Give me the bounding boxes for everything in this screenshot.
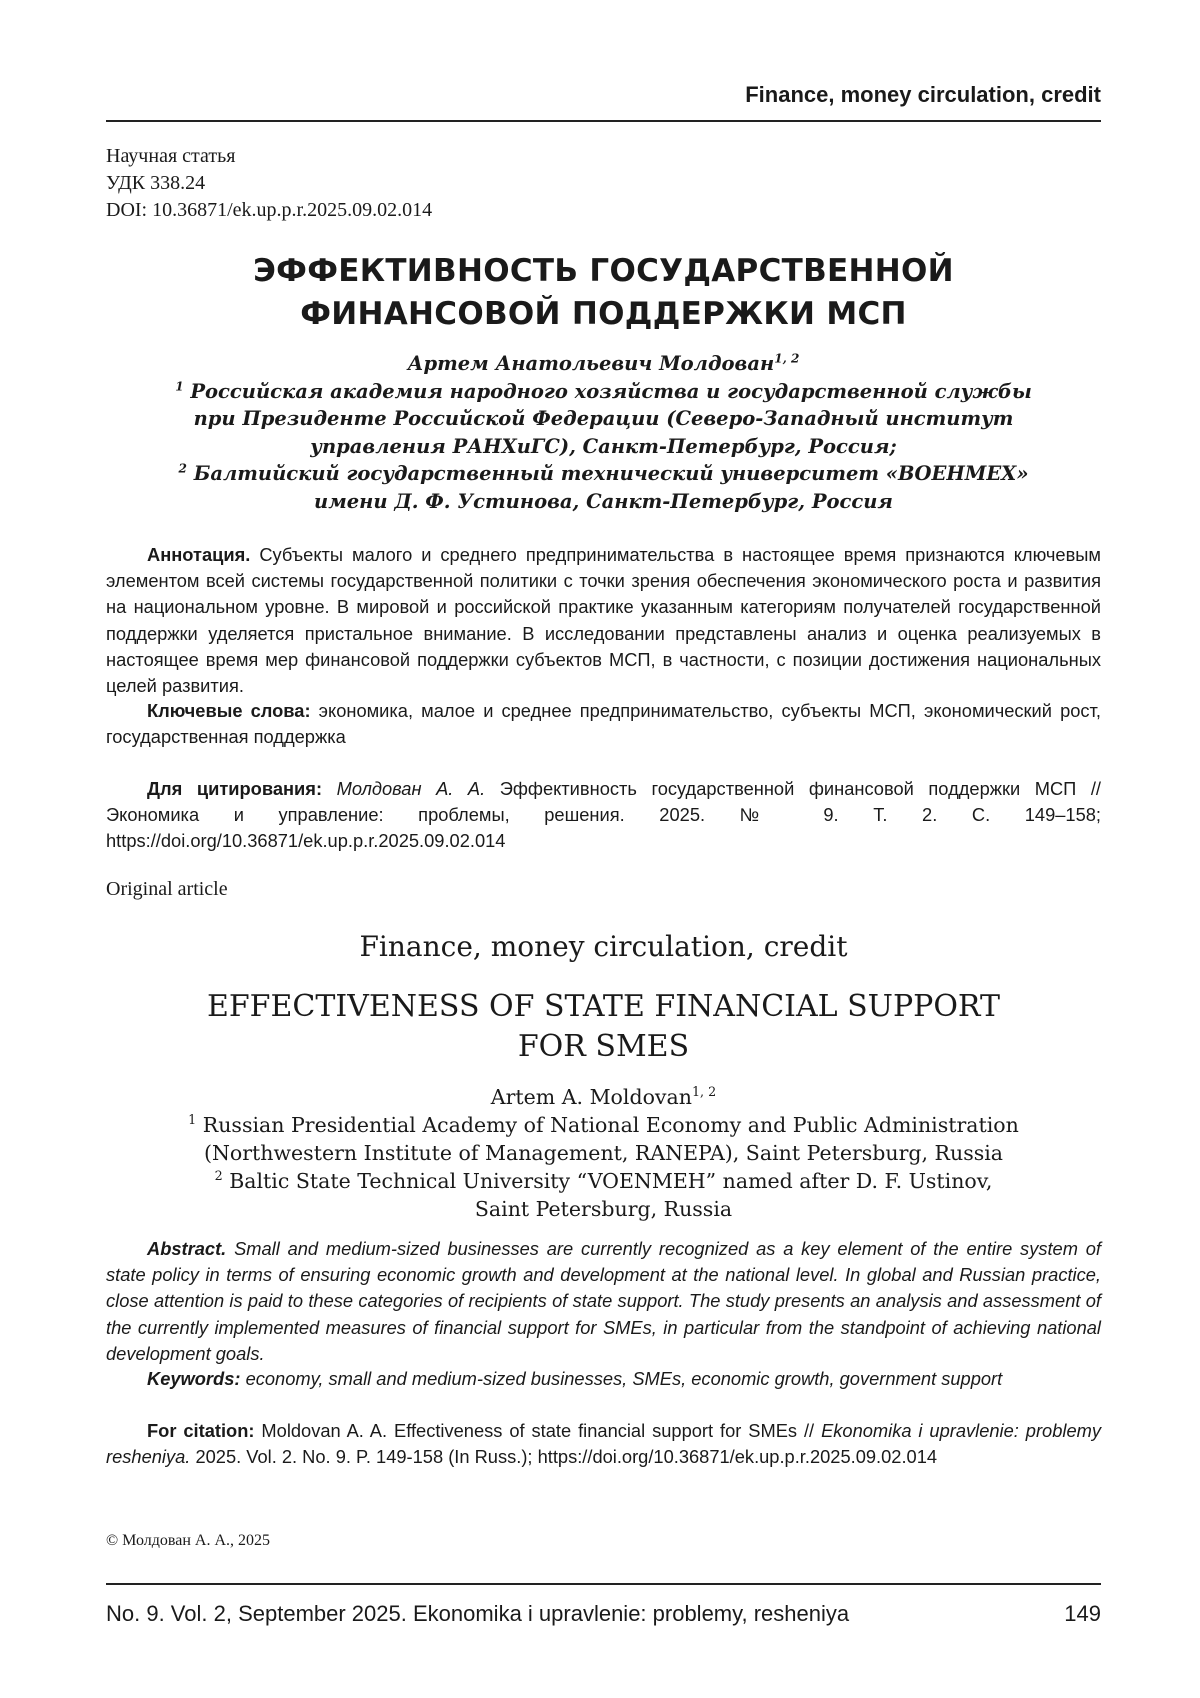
en-abstract xyxy=(106,1236,1101,1367)
ru-abstract-label: Аннотация. xyxy=(147,544,251,565)
en-keywords-label: Keywords: xyxy=(147,1368,241,1389)
running-head: Finance, money circulation, credit xyxy=(745,82,1101,107)
en-citation-text-2: 2025. Vol. 2. No. 9. P. 149-158 (In Russ.); https://doi.org/10.36871/ek.up.p.r.2025.09.02.014 xyxy=(195,1446,938,1468)
en-affiliation-line: (Northwestern Institute of Management, RANEPA), Saint Petersburg, Russia xyxy=(203,1141,1004,1165)
en-keywords xyxy=(106,1366,1101,1392)
article-meta xyxy=(106,143,432,224)
article-page xyxy=(106,0,1101,1698)
en-article-type: Original article xyxy=(106,878,228,900)
en-keywords-text: economy, small and medium-sized businesses, SMEs, economic growth, government support xyxy=(245,1368,1003,1389)
en-affil-1-sup: 1 xyxy=(188,1112,197,1128)
udc-code: УДК 338.24 xyxy=(106,172,206,194)
ru-keywords-text: экономика, малое и среднее предпринимательство, субъекты МСП, экономический рост, государственная поддержка xyxy=(106,700,1101,748)
en-author-sup: 1, 2 xyxy=(691,1084,717,1100)
en-title-line: EFFECTIVENESS OF STATE FINANCIAL SUPPORT xyxy=(206,989,1001,1024)
en-citation-label: For citation: xyxy=(147,1420,255,1441)
ru-author-block xyxy=(106,350,1101,515)
ru-citation-text: Эффективность государственной финансовой поддержки МСП // Экономика и управление: проблемы, решения. 2025. № 9. Т. 2. С. 149–158; https://doi.org/10.36871/ek.up.p.r.2025.09.02.014 xyxy=(106,778,1101,852)
en-citation xyxy=(106,1418,1101,1470)
en-affil-2-sup: 2 xyxy=(214,1168,223,1184)
ru-title-line: ЭФФЕКТИВНОСТЬ ГОСУДАРСТВЕННОЙ xyxy=(253,253,954,289)
ru-affil-1-text: Российская академия народного хозяйства и государственной службы xyxy=(190,379,1032,403)
ru-affil-1-sup: 1 xyxy=(175,379,184,393)
ru-affil-2-sup: 2 xyxy=(178,461,187,476)
ru-author-name: Артем Анатольевич Молдован xyxy=(407,352,775,375)
ru-author-sup: 1, 2 xyxy=(774,351,800,366)
ru-title xyxy=(106,250,1101,336)
en-citation-text-1: Moldovan A. A. Effectiveness of state financial support for SMEs // xyxy=(261,1420,815,1441)
ru-title-line: ФИНАНСОВОЙ ПОДДЕРЖКИ МСП xyxy=(300,296,907,332)
ru-citation-author: Молдован А. А. xyxy=(336,778,486,799)
doi: DOI: 10.36871/ek.up.p.r.2025.09.02.014 xyxy=(106,199,433,221)
en-affil-2-text: Baltic State Technical University “VOENMEH” named after D. F. Ustinov, xyxy=(229,1169,993,1193)
ru-citation-label: Для цитирования: xyxy=(147,778,323,799)
en-title-line: FOR SMES xyxy=(517,1029,690,1064)
ru-citation xyxy=(106,776,1101,855)
en-title xyxy=(106,987,1101,1067)
en-author-name: Artem A. Moldovan xyxy=(490,1085,692,1109)
ru-affiliation-line: имени Д. Ф. Устинова, Санкт-Петербург, Россия xyxy=(314,489,893,513)
article-type: Научная статья xyxy=(106,145,236,167)
copyright: © Молдован А. А., 2025 xyxy=(106,1532,271,1549)
ru-keywords xyxy=(106,698,1101,750)
en-affiliation-line xyxy=(106,1167,1101,1195)
ru-affiliation-line: при Президенте Российской Федерации (Северо-Западный институт xyxy=(193,407,1014,430)
en-citation-journal: Ekonomika i upravlenie: problemy resheniya. xyxy=(106,1420,1101,1468)
ru-author xyxy=(106,350,1101,378)
ru-abstract-text: Субъекты малого и среднего предпринимательства в настоящее время признаются ключевым элементом всей системы государственной политики с точки зрения обеспечения экономического роста и развития на национальном уровне. В мировой и российской практике указанным категориям получателей государственной поддержки уделяется пристальное внимание. В исследовании представлены анализ и оценка реализуемых в настоящее время мер финансовой поддержки субъектов МСП, в частности, с позиции достижения национальных целей развития. xyxy=(106,544,1101,697)
ru-affil-2-text: Балтийский государственный технический университет «ВОЕНМЕХ» xyxy=(193,462,1029,485)
ru-affiliation-line xyxy=(106,460,1101,488)
en-affil-1-text: Russian Presidential Academy of National Economy and Public Administration xyxy=(202,1113,1019,1137)
en-author xyxy=(106,1083,1101,1111)
en-section-title: Finance, money circulation, credit xyxy=(359,930,848,963)
page-number: 149 xyxy=(1064,1601,1101,1626)
en-abstract-text: Small and medium-sized businesses are currently recognized as a key element of the entire system of state policy in terms of ensuring economic growth and development at the national level. In global and Russian practice, close attention is paid to these categories of recipients of state support. The study presents an analysis and assessment of the currently implemented measures of financial support for SMEs, in particular from the standpoint of achieving national development goals. xyxy=(106,1238,1101,1364)
ru-keywords-label: Ключевые слова: xyxy=(147,700,311,721)
en-author-block xyxy=(106,1083,1101,1223)
en-abstract-label: Abstract. xyxy=(147,1238,227,1259)
footer-rule xyxy=(106,1583,1101,1585)
en-affiliation-line xyxy=(106,1111,1101,1139)
header-rule xyxy=(106,120,1101,122)
ru-affiliation-line xyxy=(106,378,1101,406)
ru-affiliation-line: управления РАНХиГС), Санкт-Петербург, Россия; xyxy=(310,434,897,458)
footer-journal: No. 9. Vol. 2, September 2025. Ekonomika i upravlenie: problemy, resheniya xyxy=(106,1601,850,1626)
ru-abstract xyxy=(106,542,1101,699)
en-affiliation-line: Saint Petersburg, Russia xyxy=(474,1197,733,1221)
